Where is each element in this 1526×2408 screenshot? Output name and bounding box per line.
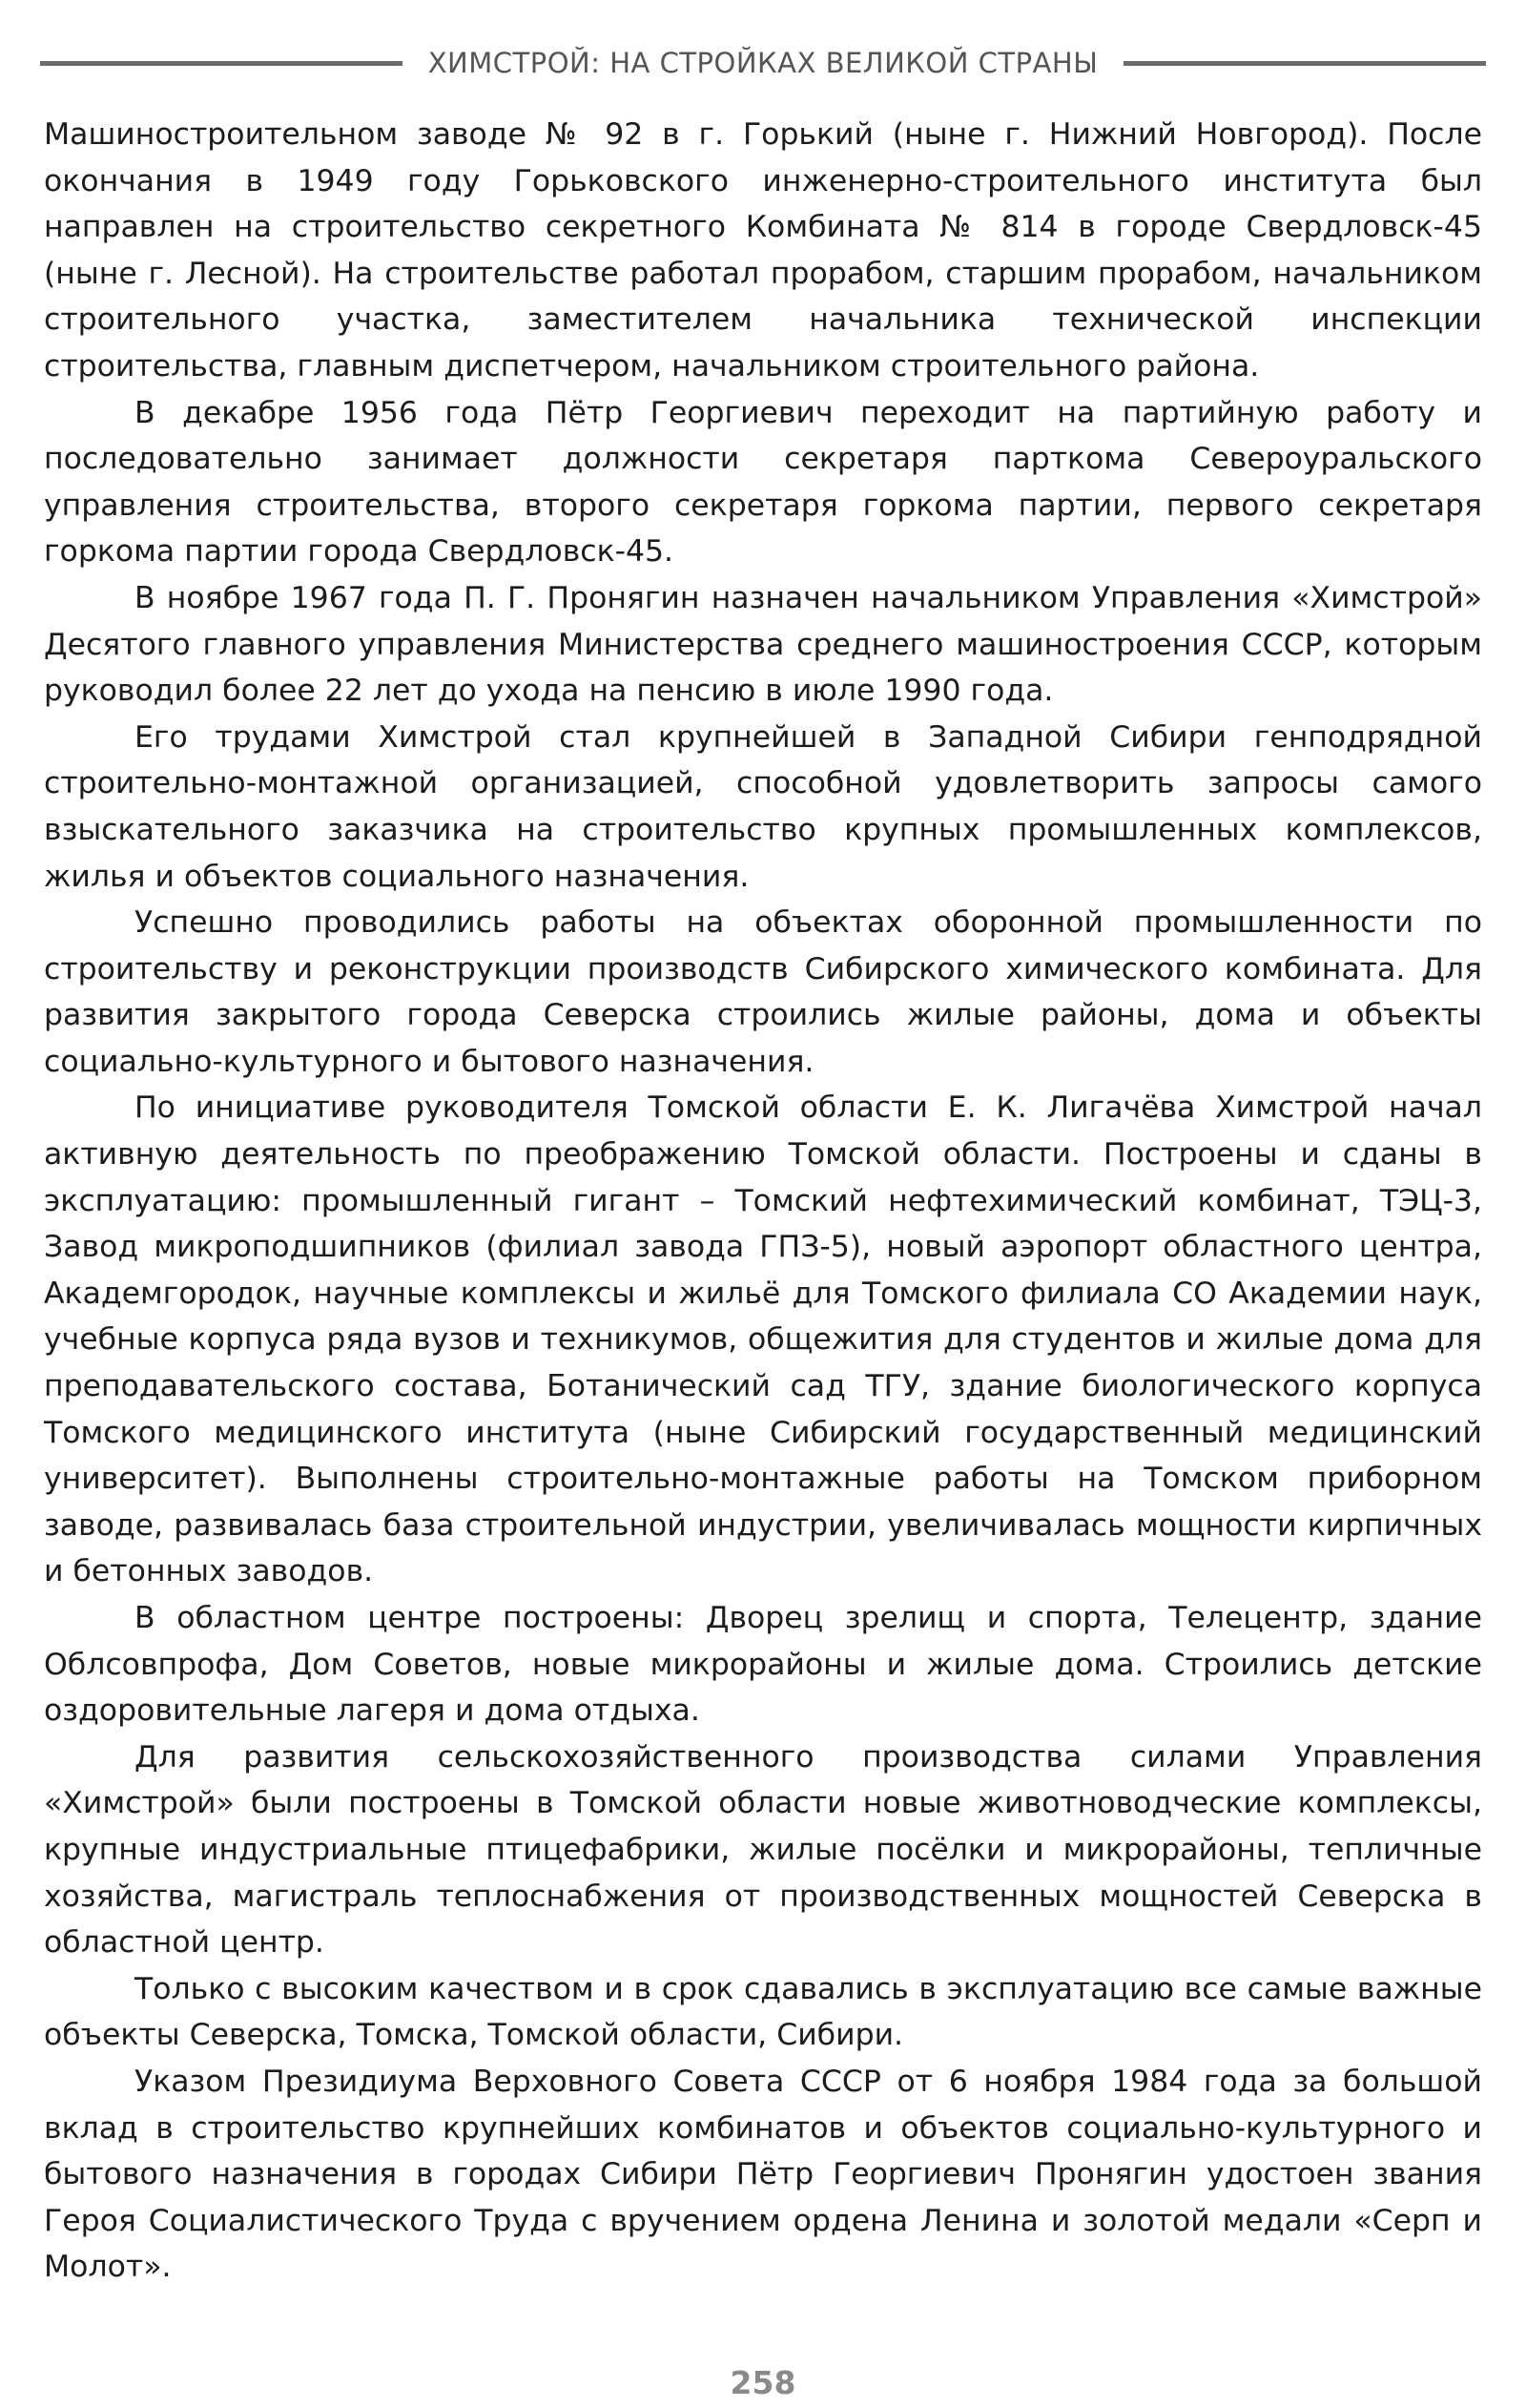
header-rule-right [1124, 61, 1486, 66]
paragraph: В ноябре 1967 года П. Г. Пронягин назначен начальником Управления «Химстрой» Десятого главного управления Министерства среднего машиностроения СССР, которым руководил более 22 лет до ухода на пенсию в июле 1990 года. [44, 580, 1482, 709]
paragraph: В областном центре построены: Дворец зрелищ и спорта, Телецентр, здание Облсовпрофа, Дом Советов, новые микрорайоны и жилые дома. Строились детские оздоровительные лагеря и дома отдыха. [44, 1601, 1482, 1729]
paragraph: В декабре 1956 года Пётр Георгиевич переходит на партийную работу и последовательно занимает должности секретаря парткома Североуральского управления строительства, второго секретаря горкома партии, первого секретаря горкома партии города Свердловск-45. [44, 395, 1482, 570]
running-header-title: ХИМСТРОЙ: НА СТРОЙКАХ ВЕЛИКОЙ СТРАНЫ [427, 47, 1099, 79]
paragraph: Указом Президиума Верховного Совета СССР от 6 ноября 1984 года за большой вклад в строительство крупнейших комбинатов и объектов социально-культурного и бытового назначения в городах Сибири Пётр Георгиевич Пронягин удостоен звания Героя Социалистического Труда с вручением ордена Ленина и золотой медали «Серп и Молот». [44, 2064, 1482, 2285]
paragraph: Только с высоким качеством и в срок сдавались в эксплуатацию все самые важные объекты Северска, Томска, Томской области, Сибири. [44, 1971, 1482, 2053]
paragraph-continued: Машиностроительном заводе № 92 в г. Горький (ныне г. Нижний Новгород). После окончания в 1949 году Горьковского инженерно-строительного института был направлен на строительство секретного Комбината № 814 в городе Свердловск-45 (ныне г. Лесной). На строительстве работал прорабом, старшим прорабом, начальником строительного участка, заместителем начальника технической инспекции строительства, главным диспетчером, начальником строительного района. [44, 117, 1482, 384]
paragraph: Успешно проводились работы на объектах оборонной промышленности по строительству и реконструкции производств Сибирского химического комбината. Для развития закрытого города Северска строились жилые районы, дома и объекты социально-культурного и бытового назначения. [44, 905, 1482, 1079]
page-number: 258 [730, 2364, 796, 2401]
paragraph: Для развития сельскохозяйственного производства силами Управления «Химстрой» были построены в Томской области новые животноводческие комплексы, крупные индустриальные птицефабрики, жилые посёлки и микрорайоны, тепличные хозяйства, магистраль теплоснабжения от производственных мощностей Северска в областной центр. [44, 1739, 1482, 1961]
paragraph: По инициативе руководителя Томской области Е. К. Лигачёва Химстрой начал активную деятельность по преображению Томской области. Построены и сданы в эксплуатацию: промышленный гигант – Томский нефтехимический комбинат, ТЭЦ-3, Завод микроподшипников (филиал завода ГПЗ-5), новый аэропорт областного центра, Академгородок, научные комплексы и жильё для Томского филиала СО Академии наук, учебные корпуса ряда вузов и техникумов, общежития для студентов и жилые дома для преподавательского состава, Ботанический сад ТГУ, здание биологического корпуса Томского медицинского института (ныне Сибирский государственный медицинский университет). Выполнены строительно-монтажные работы на Томском приборном заводе, развивалась база строительной индустрии, увеличивалась мощности кирпичных и бетонных заводов. [44, 1090, 1482, 1589]
running-header [40, 44, 1486, 82]
article-body [44, 112, 1482, 2291]
header-rule-left [40, 61, 402, 66]
paragraph: Его трудами Химстрой стал крупнейшей в Западной Сибири генподрядной строительно-монтажной организацией, способной удовлетворить запросы самого взыскательного заказчика на строительство крупных промышленных комплексов, жилья и объектов социального назначения. [44, 719, 1482, 894]
